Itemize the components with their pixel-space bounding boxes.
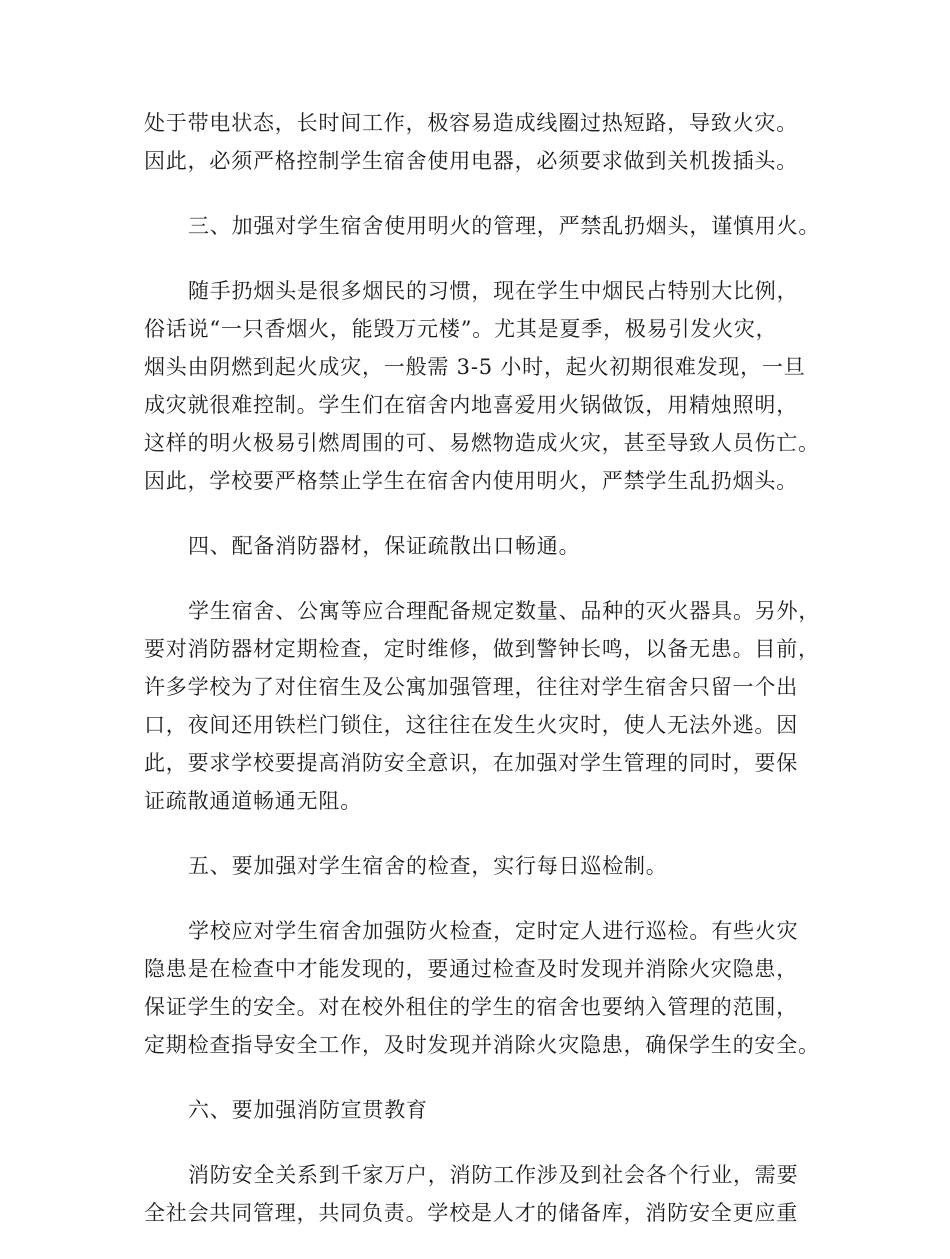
text-line: 因此，学校要严格禁止学生在宿舍内使用明火，严禁学生乱扔烟头。 bbox=[144, 469, 798, 493]
heading-line: 五、要加强对学生宿舍的检查，实行每日巡检制。 bbox=[188, 854, 668, 878]
text-line: 定期检查指导安全工作，及时发现并消除火灾隐患，确保学生的安全。 bbox=[144, 1033, 820, 1057]
text-line: 学校应对学生宿舍加强防火检查，定时定人进行巡检。有些火灾 bbox=[188, 919, 799, 943]
paragraph-education bbox=[144, 1156, 814, 1232]
text-line: 要对消防器材定期检查，定时维修，做到警钟长鸣，以备无患。目前， bbox=[144, 637, 820, 661]
heading-line: 三、加强对学生宿舍使用明火的管理，严禁乱扔烟头，谨慎用火。 bbox=[188, 214, 821, 238]
text-line: 俗话说“一只香烟火，能毁万元楼”。尤其是夏季，极易引发火灾， bbox=[144, 317, 778, 341]
section-heading-inspection bbox=[144, 847, 814, 885]
text-line: 学生宿舍、公寓等应合理配备规定数量、品种的灭火器具。另外， bbox=[188, 599, 821, 623]
text-line: 隐患是在检查中才能发现的，要通过检查及时发现并消除火灾隐患， bbox=[144, 957, 798, 981]
text-line: 证疏散通道畅通无阻。 bbox=[144, 789, 362, 813]
heading-line: 四、配备消防器材，保证疏散出口畅通。 bbox=[188, 534, 581, 558]
text-line: 保证学生的安全。对在校外租住的学生的宿舍也要纳入管理的范围， bbox=[144, 995, 798, 1019]
text-line: 成灾就很难控制。学生们在宿舍内地喜爱用火锅做饭，用精烛照明， bbox=[144, 393, 798, 417]
paragraph-equipment bbox=[144, 592, 821, 820]
section-heading-open-fire bbox=[144, 207, 821, 245]
paragraph-inspection bbox=[144, 912, 820, 1064]
text-line: 口，夜间还用铁栏门锁住，这往往在发生火灾时，使人无法外逃。因 bbox=[144, 713, 798, 737]
heading-line: 六、要加强消防宣贯教育 bbox=[188, 1098, 428, 1122]
text-line: 处于带电状态，长时间工作，极容易造成线圈过热短路，导致火灾。 bbox=[144, 111, 798, 135]
text-line: 此，要求学校要提高消防安全意识，在加强对学生管理的同时，要保 bbox=[144, 751, 798, 775]
text-line: 这样的明火极易引燃周围的可、易燃物造成火灾，甚至导致人员伤亡。 bbox=[144, 431, 820, 455]
section-heading-equipment bbox=[144, 527, 814, 565]
document-body bbox=[144, 104, 821, 1259]
text-line: 许多学校为了对住宿生及公寓加强管理，往往对学生宿舍只留一个出 bbox=[144, 675, 798, 699]
paragraph-cigarette bbox=[144, 272, 820, 500]
text-line: 因此，必须严格控制学生宿舍使用电器，必须要求做到关机拨插头。 bbox=[144, 149, 798, 173]
text-line: 随手扔烟头是很多烟民的习惯，现在学生中烟民占特别大比例， bbox=[188, 279, 799, 303]
section-heading-education bbox=[144, 1091, 814, 1129]
text-line: 烟头由阴燃到起火成灾，一般需 3-5 小时，起火初期很难发现，一旦 bbox=[144, 355, 806, 379]
paragraph-electrical-continuation bbox=[144, 104, 814, 180]
text-line: 全社会共同管理，共同负责。学校是人才的储备库，消防安全更应重 bbox=[144, 1201, 798, 1225]
text-line: 消防安全关系到千家万户，消防工作涉及到社会各个行业，需要 bbox=[188, 1163, 799, 1187]
